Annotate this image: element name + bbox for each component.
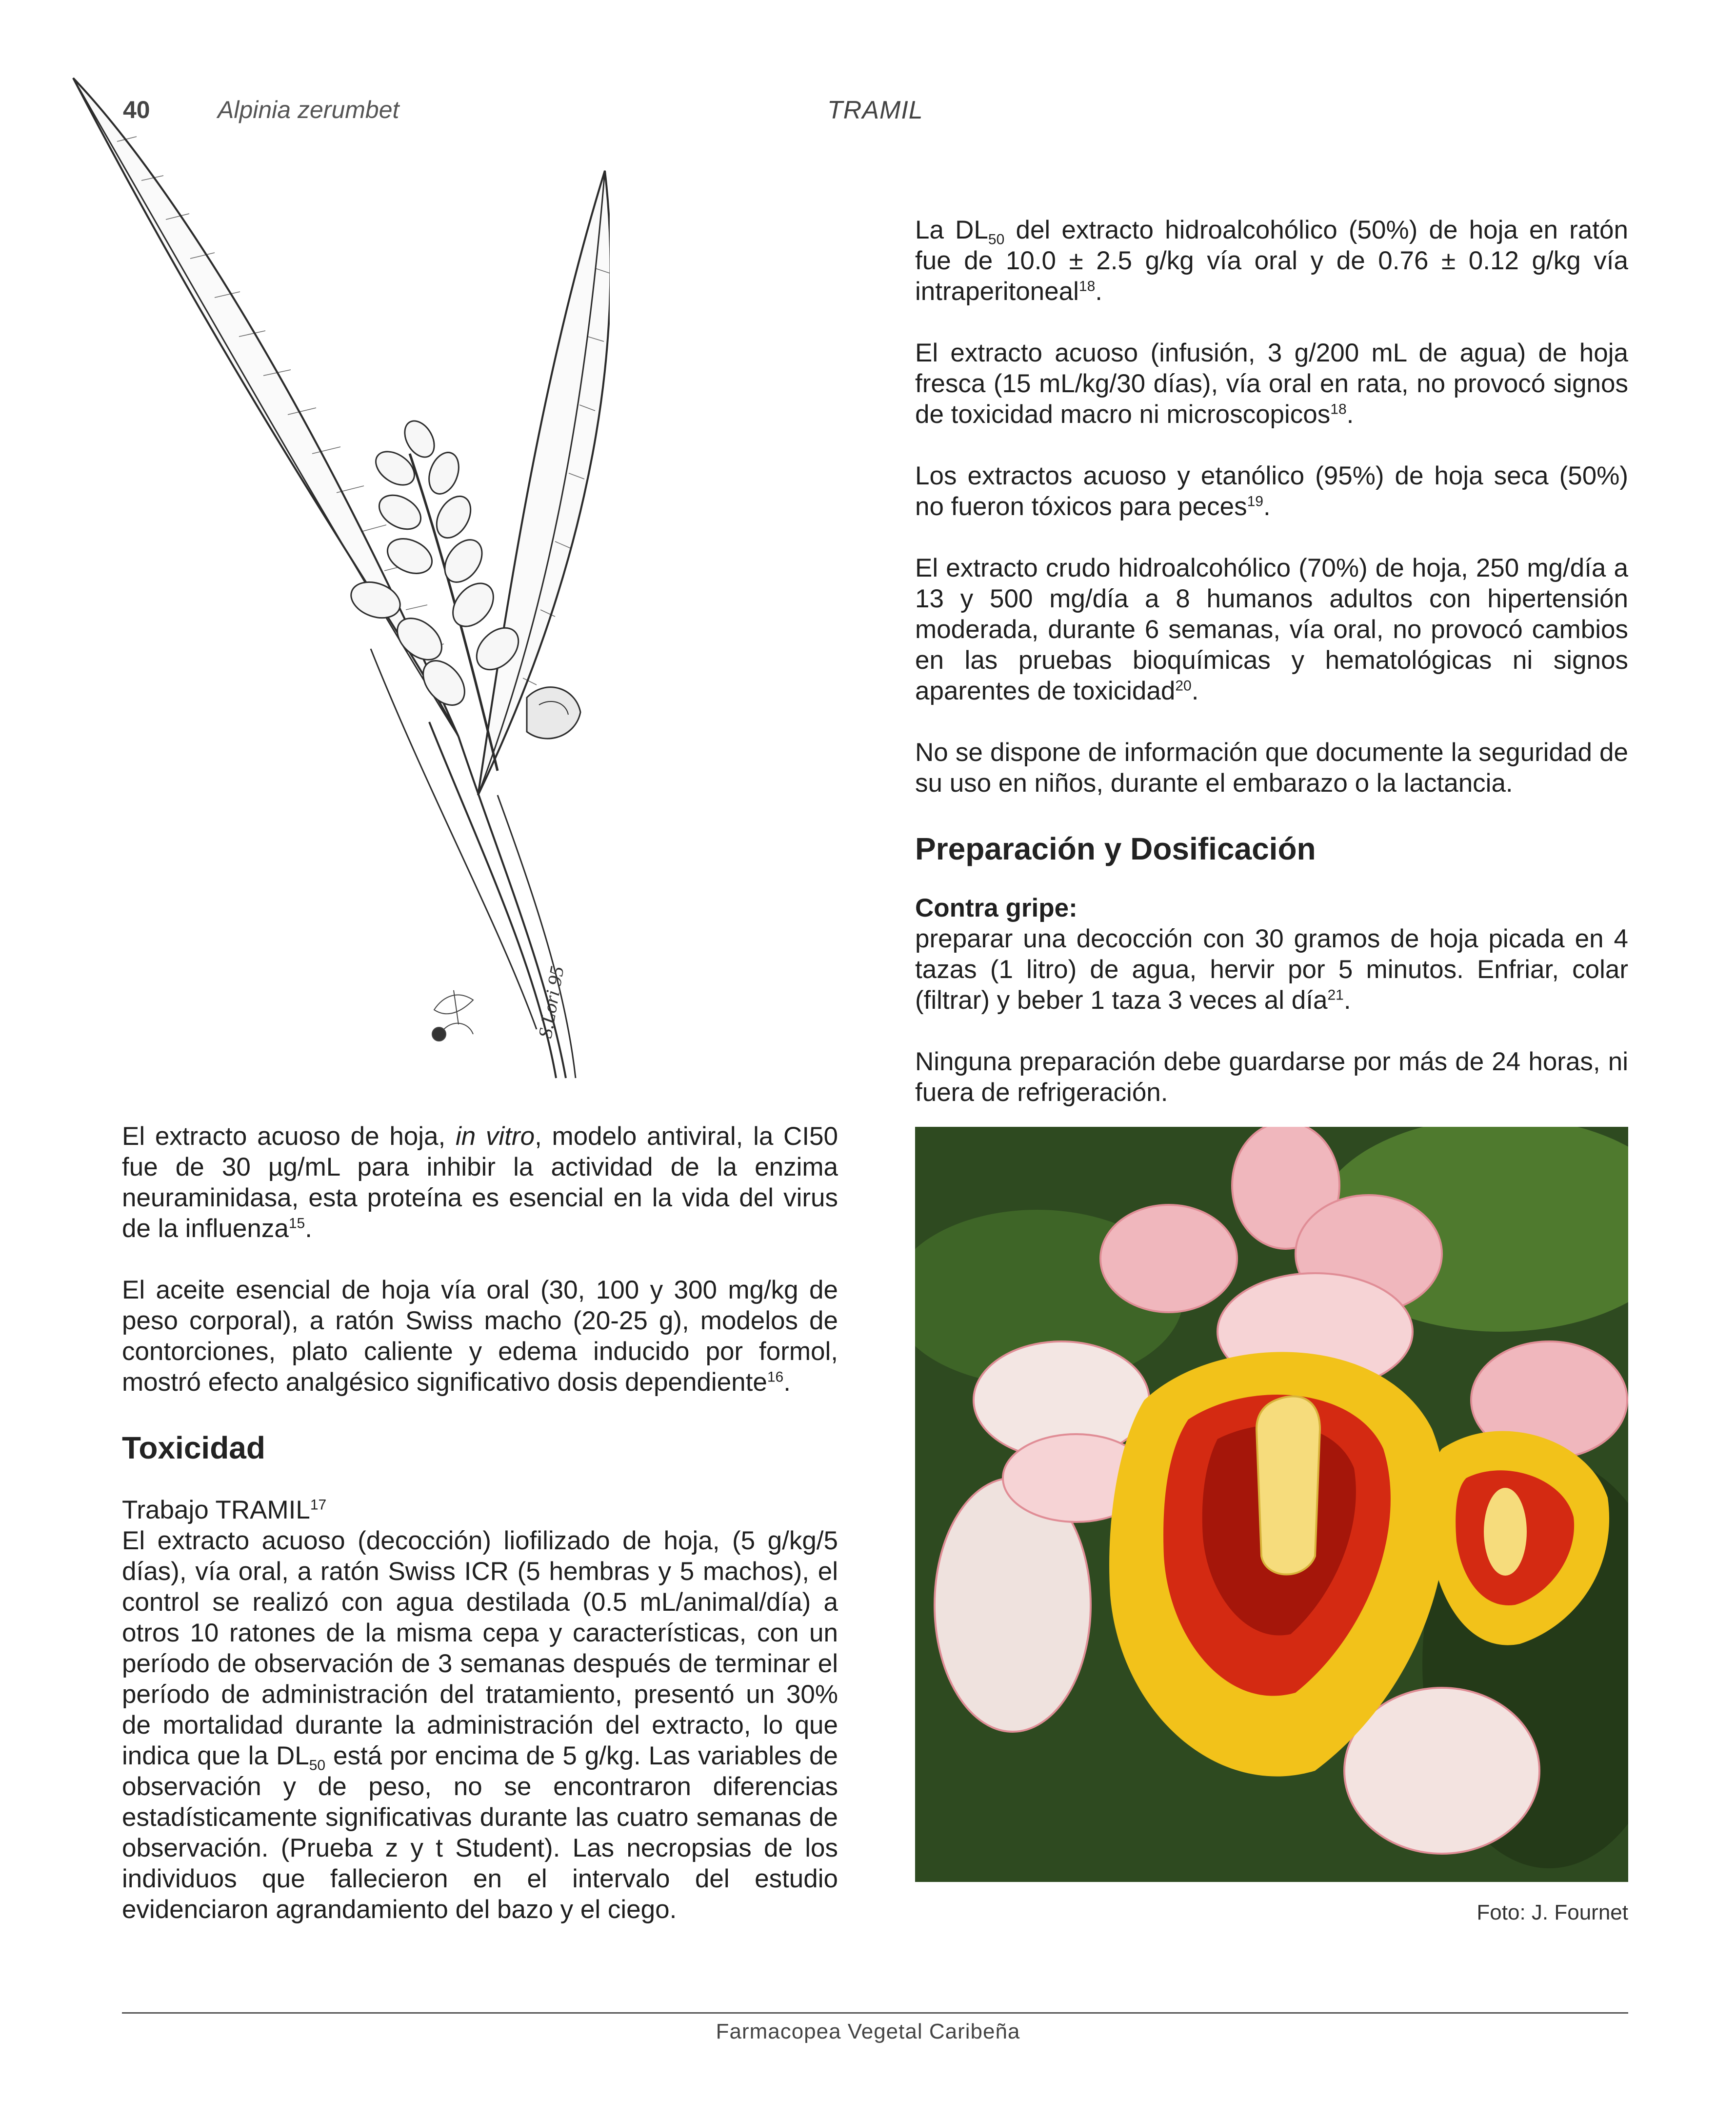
paragraph-ld50: La $DL_{50}$ del extracto hidroalcohólico (50%) de hoja en ratón fue de 10.0 ± 2.5 g/kg vía oral y de 0.76 ± 0.12 g/kg vía intraperitoneal$^{18}$. <box>915 216 1628 306</box>
flower-photo <box>915 1127 1628 1882</box>
paragraph-human-study: El extracto crudo hidroalcohólico (70%) de hoja, 250 mg/día a 13 y 500 mg/día a 8 humanos adultos con hipertensión moderada, durante 6 semanas, vía oral, no provocó cambios en las pruebas bioquímicas y hematológicas ni signos aparentes de toxicidad$^{20}$. <box>915 554 1628 705</box>
subheading-contra-gripe: Contra gripe: <box>915 894 1078 922</box>
photo-credit: Foto: J. Fournet <box>1477 1900 1628 1924</box>
botanical-illustration <box>59 63 610 1098</box>
page-number: 40 <box>123 96 150 123</box>
paragraph-analgesic: El aceite esencial de hoja vía oral (30, 100 y 300 mg/kg de peso corporal), a ratón Swiss macho (20-25 g), modelos de contorciones, plato caliente y edema inducido por formol, mostró efecto analgésico significativo dosis dependiente$^{16}$. <box>122 1276 838 1397</box>
paragraph-contra-gripe: Contra gripe: preparar una decocción con 30 gramos de hoja picada en 4 tazas (1 litro) de agua, hervir por 5 minutos. Enfriar, colar (filtrar) y beber 1 taza 3 veces al día$^{21}$. <box>915 894 1628 1015</box>
paragraph-storage: Ninguna preparación debe guardarse por más de 24 horas, ni fuera de refrigeración. <box>915 1047 1628 1107</box>
illustration-signature: S.Lori 95 <box>534 964 568 1040</box>
flower-stamen <box>1257 1397 1320 1575</box>
species-name: Alpinia zerumbet <box>218 96 399 123</box>
open-flower <box>527 687 580 739</box>
paragraph-fish: Los extractos acuoso y etanólico (95%) de hoja seca (50%) no fueron tóxicos para peces$^{19}$. <box>915 461 1628 521</box>
tramil-mark-icon <box>432 990 473 1041</box>
paragraph-safety: No se dispone de información que documente la seguridad de su uso en niños, durante el embarazo o la lactancia. <box>915 738 1628 798</box>
footer-divider <box>122 2012 1628 2014</box>
heading-preparacion: Preparación y Dosificación <box>915 831 1316 866</box>
right-column <box>915 215 1628 1139</box>
paragraph-antiviral: El extracto acuoso de hoja, in vitro, modelo antiviral, la CI50 fue de 30 µg/mL para inhibir la actividad de la enzima neuraminidasa, esta proteína es esencial en la vida del virus de la influenza$^{15}$. <box>122 1122 838 1243</box>
left-column <box>122 1121 838 1956</box>
brand-title: TRAMIL <box>827 96 923 124</box>
heading-toxicidad: Toxicidad <box>122 1430 265 1465</box>
footer-title: Farmacopea Vegetal Caribeña <box>716 2020 1020 2043</box>
paragraph-infusion: El extracto acuoso (infusión, 3 g/200 mL de agua) de hoja fresca (15 mL/kg/30 días), vía oral en rata, no provocó signos de toxicidad macro ni microscopicos$^{18}$. <box>915 339 1628 429</box>
paragraph-trabajo-tramil: Trabajo TRAMIL$^{17}$ El extracto acuoso (decocción) liofilizado de hoja, (5 g/kg/5 días), vía oral, a ratón Swiss ICR (5 hembras y 5 machos), el control se realizó con agua destilada (0.5 mL/animal/día) a otros 10 ratones de la misma cepa y características, con un período de observación de 3 semanas después de terminar el período de administración del tratamiento, presentó un 30% de mortalidad durante la administración del extracto, lo que indica que la $DL_{50}$ está por encima de 5 g/kg. Las variables de observación y de peso, no se encontraron diferencias estadísticamente significativas durante las cuatro semanas de observación. (Prueba z y t Student). Las necropsias de los individuos que fallecieron en el intervalo del estudio evidenciaron agrandamiento del bazo y el ciego. <box>122 1496 838 1924</box>
